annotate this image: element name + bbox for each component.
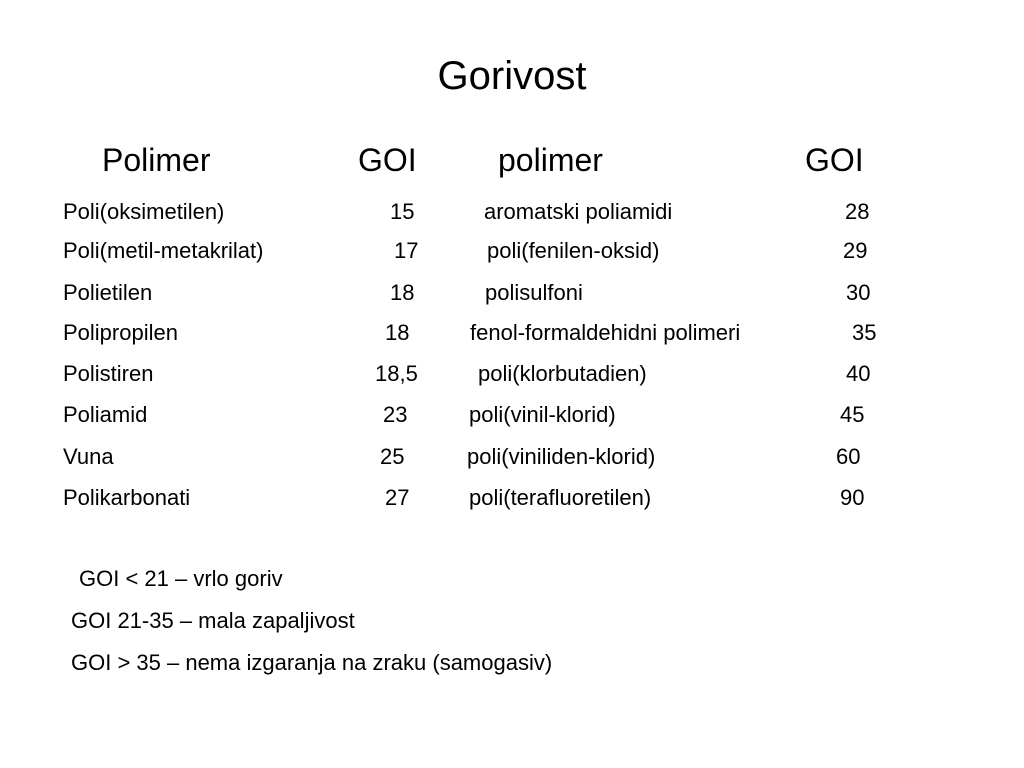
row-2-left-name: Polietilen [63, 280, 153, 305]
header-polymer-left: Polimer [102, 142, 211, 178]
row-5-left-goi: 23 [383, 402, 408, 427]
row-6-left-goi: 25 [380, 444, 405, 469]
row-5-right-name: poli(vinil-klorid) [469, 402, 616, 427]
row-0-left-goi: 15 [390, 199, 415, 224]
row-0-right-goi: 28 [845, 199, 870, 224]
row-4-left-name: Polistiren [63, 361, 154, 386]
row-7-left-name: Polikarbonati [63, 485, 191, 510]
row-2-right-goi: 30 [846, 280, 871, 305]
row-2-right-name: polisulfoni [485, 280, 583, 305]
row-3-left-goi: 18 [385, 320, 410, 345]
row-7-right-goi: 90 [840, 485, 865, 510]
row-6-right-name: poli(viniliden-klorid) [467, 444, 656, 469]
row-3-right-goi: 35 [852, 320, 877, 345]
row-4-left-goi: 18,5 [375, 361, 418, 386]
row-4-right-name: poli(klorbutadien) [478, 361, 647, 386]
row-6-left-name: Vuna [63, 444, 114, 469]
header-polymer-right: polimer [498, 142, 603, 178]
note-goi-below-21: GOI < 21 – vrlo goriv [79, 566, 283, 591]
row-2-left-goi: 18 [390, 280, 415, 305]
row-3-left-name: Polipropilen [63, 320, 178, 345]
row-1-left-name: Poli(metil-metakrilat) [63, 238, 264, 263]
row-3-right-name: fenol-formaldehidni polimeri [470, 320, 741, 345]
note-goi-above-35: GOI > 35 – nema izgaranja na zraku (samogasiv) [71, 650, 553, 675]
slide-title: Gorivost [437, 54, 587, 98]
row-7-right-name: poli(terafluoretilen) [469, 485, 652, 510]
header-goi-left: GOI [358, 142, 417, 178]
row-5-right-goi: 45 [840, 402, 865, 427]
row-0-left-name: Poli(oksimetilen) [63, 199, 225, 224]
header-goi-right: GOI [805, 142, 864, 178]
row-4-right-goi: 40 [846, 361, 871, 386]
note-goi-21-35: GOI 21-35 – mala zapaljivost [71, 608, 355, 633]
row-1-right-name: poli(fenilen-oksid) [487, 238, 660, 263]
row-5-left-name: Poliamid [63, 402, 148, 427]
row-6-right-goi: 60 [836, 444, 861, 469]
row-1-right-goi: 29 [843, 238, 868, 263]
row-7-left-goi: 27 [385, 485, 410, 510]
row-1-left-goi: 17 [394, 238, 419, 263]
row-0-right-name: aromatski poliamidi [484, 199, 673, 224]
